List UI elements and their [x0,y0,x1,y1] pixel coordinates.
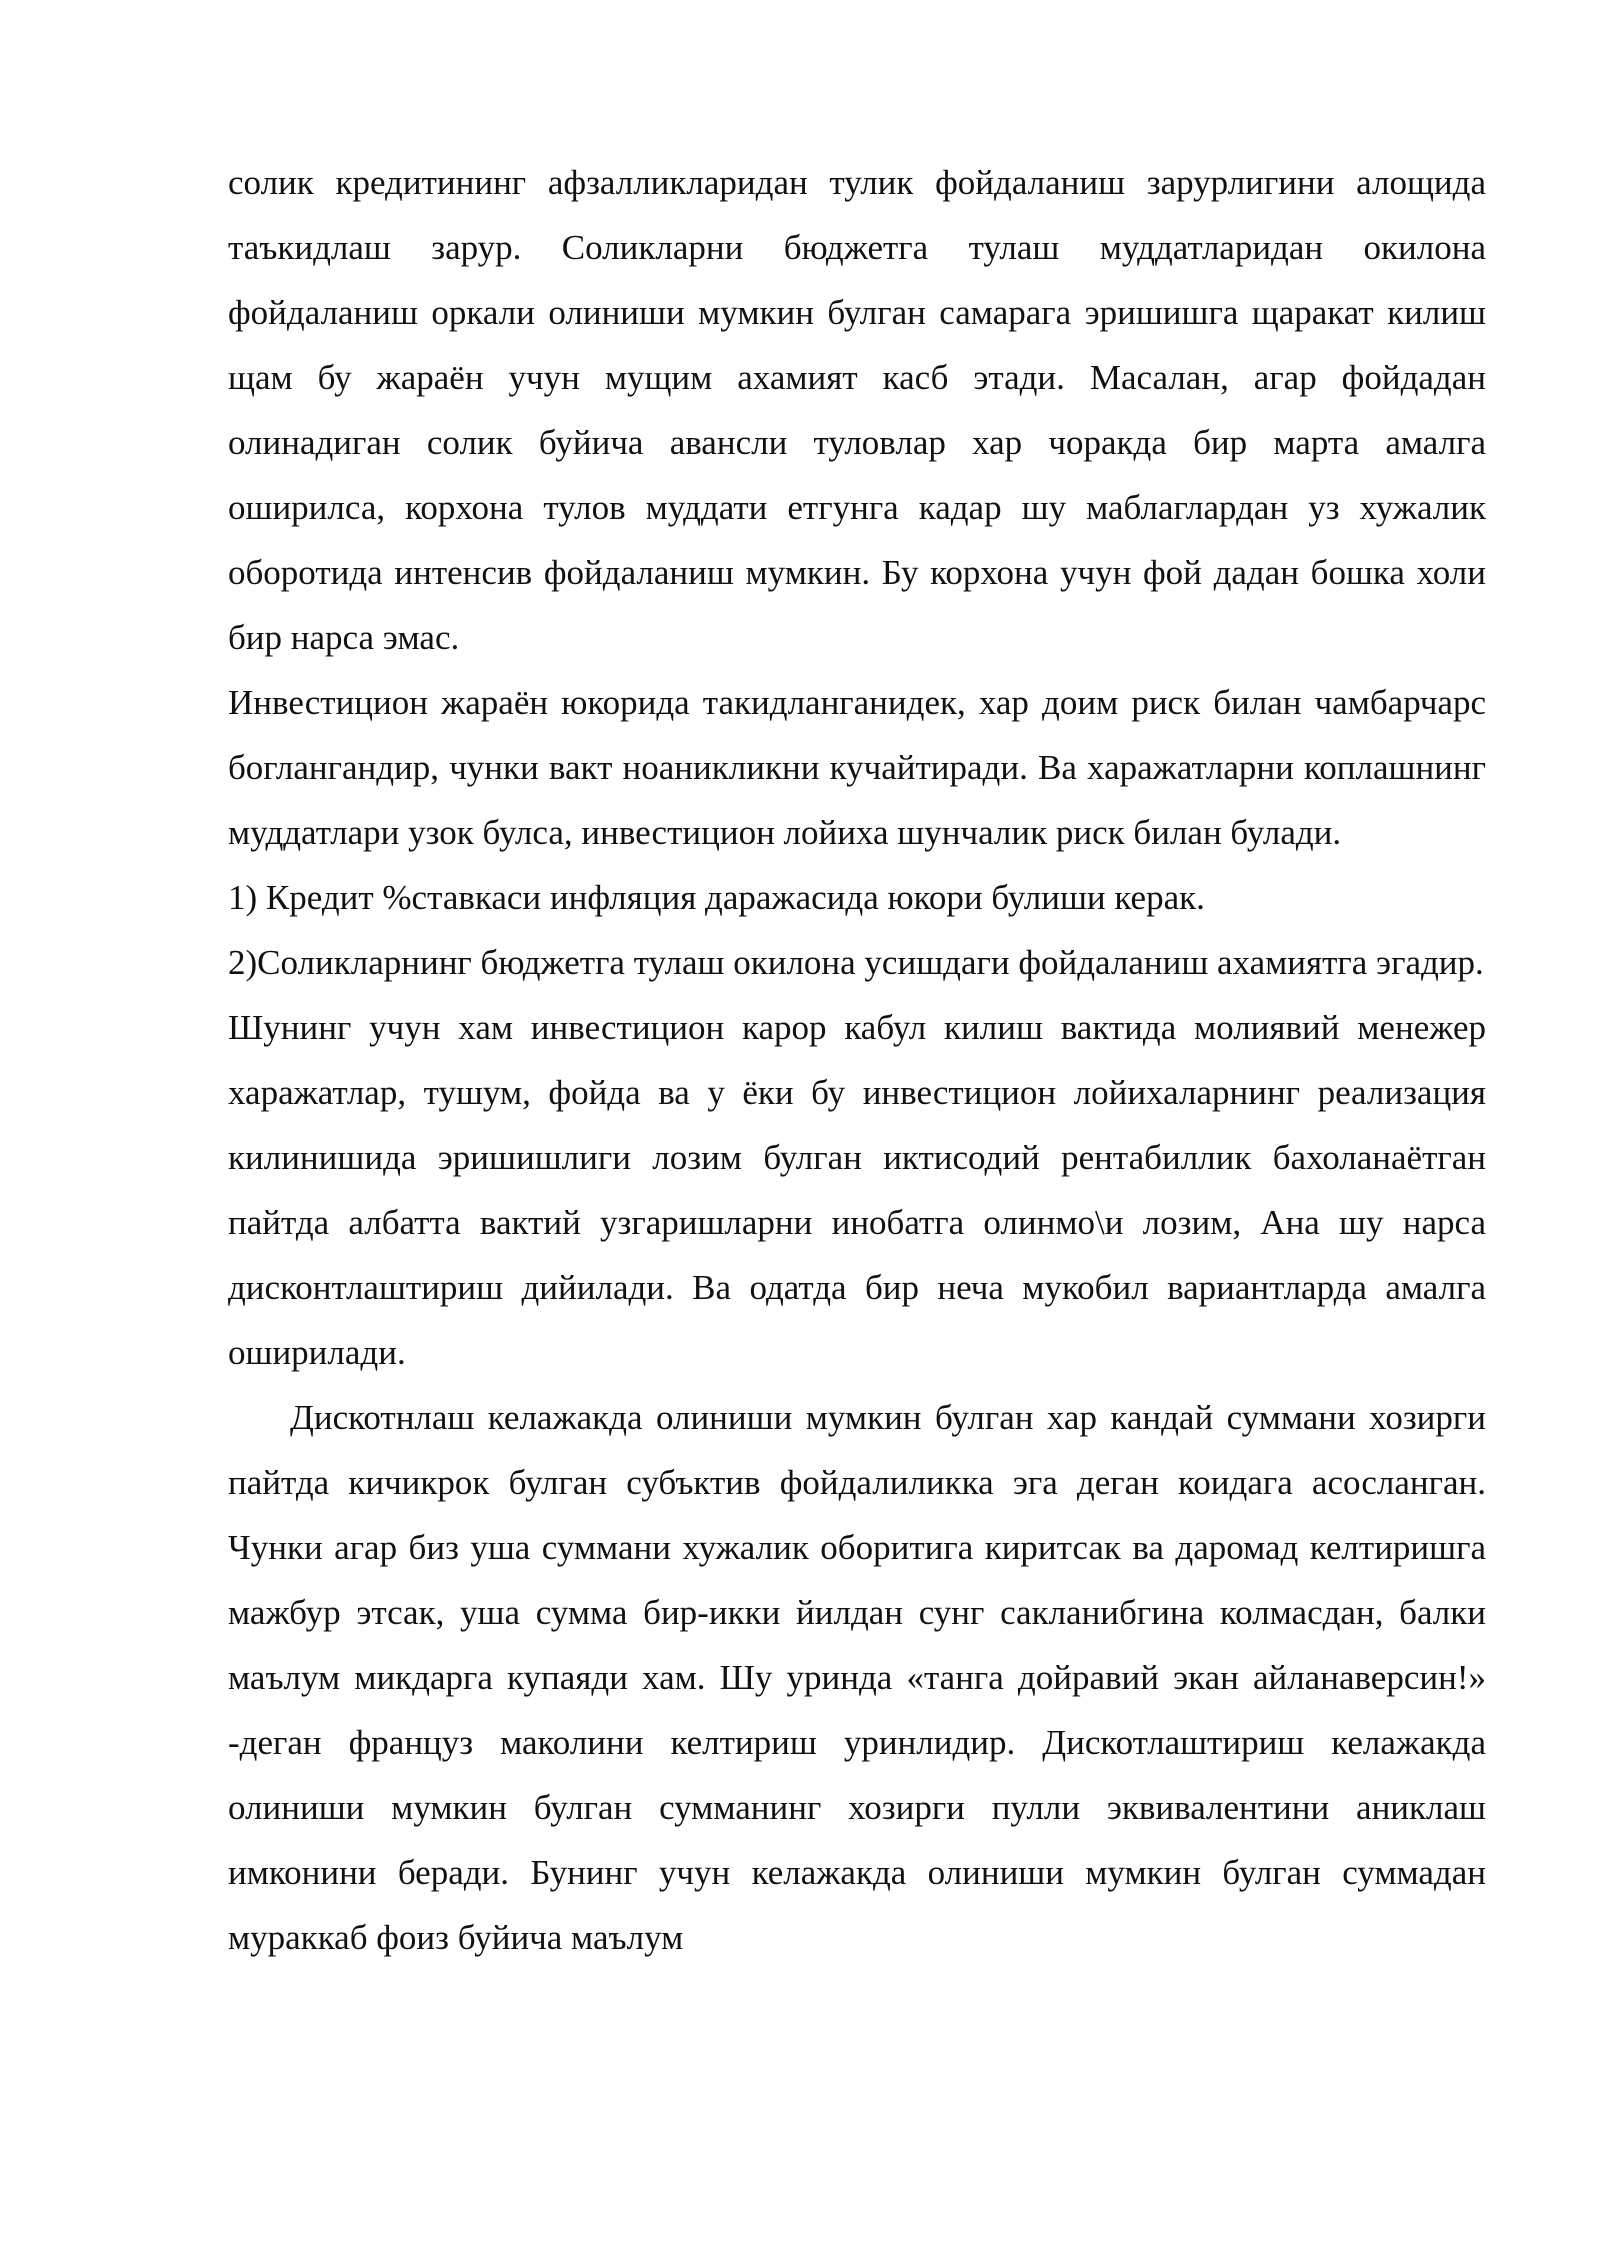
list-item-2: 2)Соликларнинг бюджетга тулаш окилона усишдаги фойдаланиш ахамиятга эгадир. [228,943,1484,982]
document-body [228,150,1486,1970]
paragraph-investment-decision: Шунинг учун хам инвестицион карор кабул килиш вактида молиявий менежер харажатлар, тушум, фойда ва у ёки бу инвестицион лойихаларнинг реализация килинишида эришишлиги лозим булган иктисодий рентабиллик бахоланаётган пайтда албатта вактий узгаришларни инобатга олинмо\и лозим, Ана шу нарса дисконтлаштириш дийилади. Ва одатда бир неча мукобил вариантларда амалга оширилади. [228,1008,1486,1372]
list-item-1: 1) Кредит %ставкаси инфляция даражасида юкори булиши керак. [228,878,1205,917]
paragraph-discounting: Дискотнлаш келажакда олиниши мумкин булган хар кандай суммани хозирги пайтда кичикрок булган субъктив фойдалиликка эга деган коидага асосланган. Чунки агар биз уша суммани хужалик оборитига киритсак ва даромад келтиришга мажбур этсак, уша сумма бир-икки йилдан сунг сакланибгина колмасдан, балки маълум микдарга купаяди хам. Шу уринда «танга дойравий экан айланаверсин!» -деган француз маколини келтириш уринлидир. Дискотлаштириш келажакда олиниши мумкин булган сумманинг хозирги пулли эквивалентини аниклаш имконини беради. Бунинг учун келажакда олиниши мумкин булган суммадан мураккаб фоиз буйича маълум [228,1398,1486,1957]
paragraph-investment-risk: Инвестицион жараён юкорида такидланганидек, хар доим риск билан чамбарчарс боглангандир, чунки вакт ноаникликни кучайтиради. Ва харажатларни коплашнинг муддатлари узок булса, инвестицион лойиха шунчалик риск билан булади. [228,683,1486,852]
paragraph-tax-credit: солик кредитининг афзалликларидан тулик фойдаланиш зарурлигини алощида таъкидлаш зарур. Соликларни бюджетга тулаш муддатларидан окилона фойдаланиш оркали олиниши мумкин булган самарага эришишга щаракат килиш щам бу жараён учун мущим ахамият касб этади. Масалан, агар фойдадан олинадиган солик буйича авансли туловлар хар чоракда бир марта амалга оширилса, корхона тулов муддати етгунга кадар шу маблаглардан уз хужалик оборотида интенсив фойдаланиш мумкин. Бу корхона учун фой дадан бошка холи бир нарса эмас. [228,163,1486,657]
